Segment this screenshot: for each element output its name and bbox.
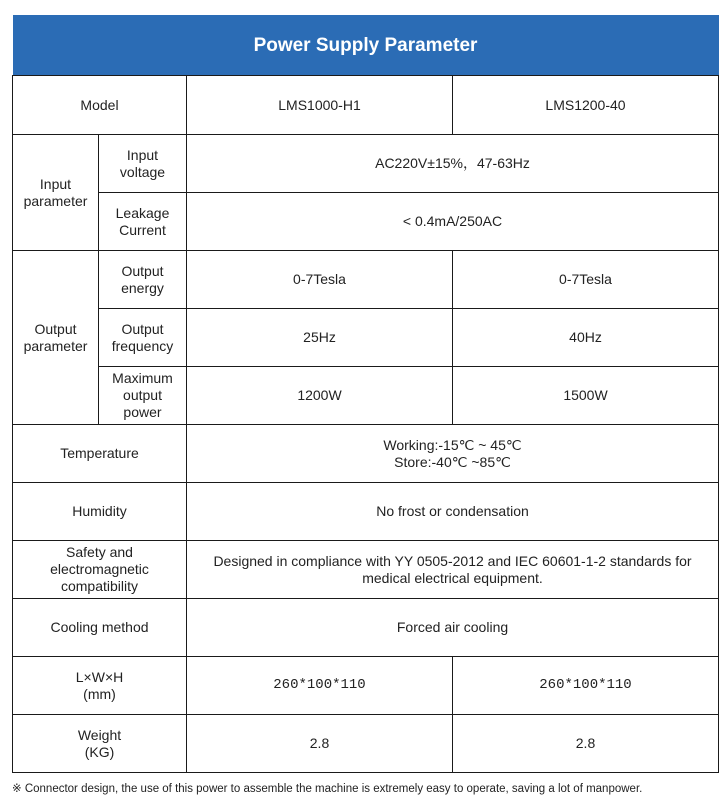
safety-value: Designed in compliance with YY 0505-2012 and IEC 60601-1-2 standards for medical electrical equipment. (187, 541, 719, 599)
output-energy-label: Output energy (99, 251, 187, 309)
dimensions-col1: 260*100*110 (187, 657, 453, 715)
weight-col2: 2.8 (453, 715, 719, 773)
model-label: Model (13, 76, 187, 135)
dimensions-label: L×W×H (mm) (13, 657, 187, 715)
table-title: Power Supply Parameter (13, 15, 719, 76)
max-output-power-label: Maximum output power (99, 367, 187, 425)
max-output-power-col1: 1200W (187, 367, 453, 425)
output-energy-col1: 0-7Tesla (187, 251, 453, 309)
input-voltage-value: AC220V±15%，47-63Hz (187, 135, 719, 193)
model-col2: LMS1200-40 (453, 76, 719, 135)
input-voltage-label: Input voltage (99, 135, 187, 193)
leakage-current-label: Leakage Current (99, 193, 187, 251)
humidity-label: Humidity (13, 483, 187, 541)
model-col1: LMS1000-H1 (187, 76, 453, 135)
temperature-label: Temperature (13, 425, 187, 483)
leakage-current-value: < 0.4mA/250AC (187, 193, 719, 251)
dimensions-col2: 260*100*110 (453, 657, 719, 715)
input-parameter-group: Input parameter (13, 135, 99, 251)
safety-label: Safety and electromagnetic compatibility (13, 541, 187, 599)
output-frequency-col1: 25Hz (187, 309, 453, 367)
weight-label: Weight (KG) (13, 715, 187, 773)
output-frequency-col2: 40Hz (453, 309, 719, 367)
spec-sheet (12, 15, 718, 773)
output-energy-col2: 0-7Tesla (453, 251, 719, 309)
cooling-value: Forced air cooling (187, 599, 719, 657)
max-output-power-col2: 1500W (453, 367, 719, 425)
footnote: ※ Connector design, the use of this power to assemble the machine is extremely easy to operate, saving a lot of manpower. (12, 783, 643, 795)
output-parameter-group: Output parameter (13, 251, 99, 425)
weight-col1: 2.8 (187, 715, 453, 773)
output-frequency-label: Output frequency (99, 309, 187, 367)
humidity-value: No frost or condensation (187, 483, 719, 541)
power-supply-parameter-table (12, 15, 719, 773)
cooling-label: Cooling method (13, 599, 187, 657)
temperature-value: Working:-15℃ ~ 45℃ Store:-40℃ ~85℃ (187, 425, 719, 483)
